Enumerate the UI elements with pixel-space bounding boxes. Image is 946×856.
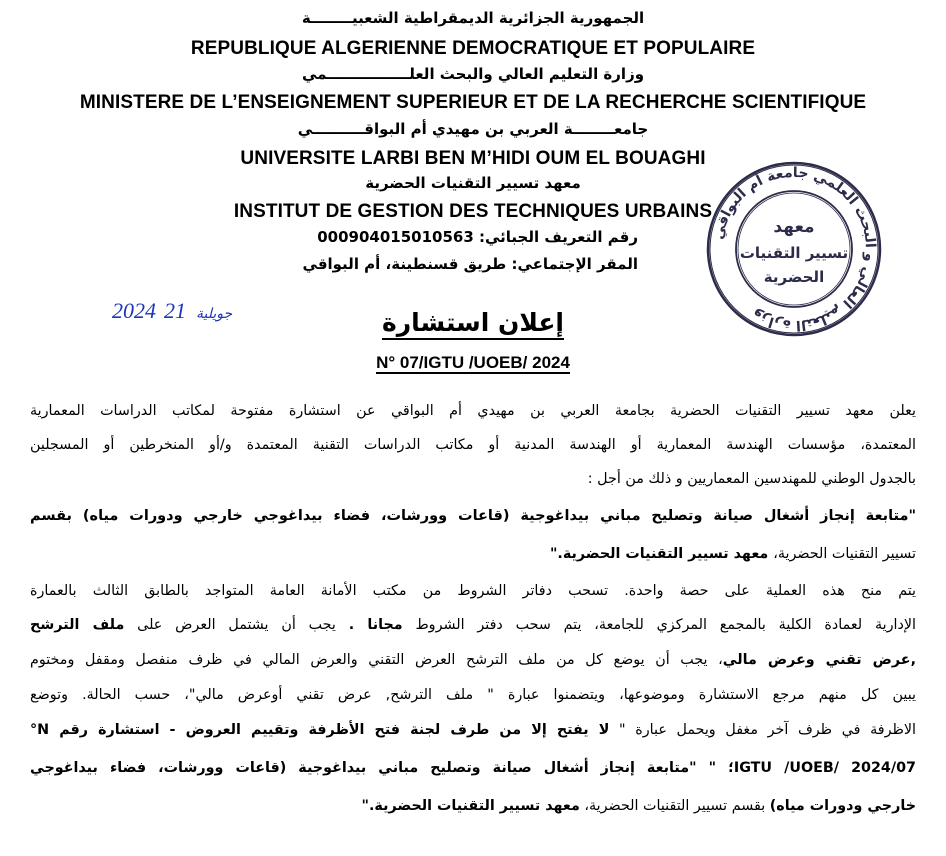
republic-french: REPUBLIQUE ALGERIENNE DEMOCRATIQUE ET POPULAIRE (190, 38, 756, 59)
paragraph-2-line-5 (30, 722, 916, 738)
paragraph-2-line-4: يبين كل منهم مرجع الاستشارة وموضوعها، ويتضمنوا عبارة " ملف الترشح, عرض تقني أوعرض مالي"، حسب الحالة. وتوضع (30, 687, 916, 703)
p2-l5-bold: لا يفتح إلا من طرف لجنة فتح الأظرفة وتقييم العروض - استشارة رقم N° (30, 722, 610, 738)
p2-l2-bold-1: مجانا . (348, 617, 403, 633)
stamp-center-line-2: تسيير التقنيات (739, 244, 849, 262)
stamp-center-line-1: معهد (773, 217, 815, 237)
date-year: 2024 (112, 298, 156, 323)
object-line-2 (30, 546, 916, 562)
institute-arabic: معهد تسيير التقنيات الحضرية (365, 174, 581, 192)
announcement-title (0, 308, 946, 337)
date-month: جويلية (196, 307, 233, 322)
p2-l7-normal: بقسم تسيير التقنيات الحضرية، (579, 798, 770, 814)
consultation-number-text: N° 07/IGTU /UOEB/ 2024 (376, 353, 570, 372)
p2-l3-bold: ,عرض تقني وعرض مالي (722, 652, 916, 668)
tax-id: رقم التعريف الجبائي: 000904015010563 (317, 228, 638, 246)
p2-l5-normal: الاظرفة في ظرف آخر مغفل ويحمل عبارة " (609, 722, 917, 738)
object-line-2-bold: معهد تسيير التقنيات الحضرية." (549, 546, 774, 562)
ministry-french: MINISTERE DE L’ENSEIGNEMENT SUPERIEUR ET DE LA RECHERCHE SCIENTIFIQUE (79, 92, 867, 113)
stamp-ring-text: وزارة التعليم العالي و البحث العلمي جامعة أم البواقي (710, 164, 879, 334)
paragraph-2-line-1: يتم منح هذه العملية على حصة واحدة. تسحب دفاتر الشروط من مكتب الأمانة العامة المتواجد بالطابق الثالث بالعمارة (30, 583, 916, 599)
p2-l7-bold-1: خارجي ودورات مياه) (769, 798, 916, 814)
headquarters-address: المقر الإجتماعي: طريق قسنطينة، أم البواقي (302, 255, 638, 273)
institute-french: INSTITUT DE GESTION DES TECHNIQUES URBAINS (233, 201, 713, 222)
object-line-2-normal: تسيير التقنيات الحضرية، (773, 546, 916, 562)
university-french: UNIVERSITE LARBI BEN M’HIDI OUM EL BOUAGHI (240, 148, 706, 169)
date-day: 21 (164, 298, 186, 323)
paragraph-1-line-3: بالجدول الوطني للمهندسين المعماريين و ذلك من أجل : (587, 471, 916, 487)
p2-l3-normal: ، يجب أن يوضع كل من ملف الترشح العرض التقني والعرض المالي في ظرف منفصل ومقفل ومختوم (30, 652, 723, 668)
paragraph-2-line-6: 07/IGTU /UOEB/ 2024؛ " "متابعة إنجاز أشغال صيانة وتصليح مباني بيداغوجية (قاعات وورشات، فضاء بيداغوجي (30, 760, 917, 776)
paragraph-1-line-1: يعلن معهد تسيير التقنيات الحضرية بجامعة العربي بن مهيدي أم البواقي عن استشارة مفتوحة لمكاتب الدراسات المعمارية (30, 403, 916, 419)
paragraph-2-line-3 (30, 652, 916, 668)
paragraph-1-line-2: المعتمدة، مؤسسات الهندسة المعمارية أو الهندسة المدنية أو مكاتب الدراسات التقنية المعتمدة و/أو المنخرطين أو المسجلين (30, 437, 916, 453)
p2-l2-bold-2: ملف الترشح (30, 617, 125, 633)
university-arabic: جامعــــــــة العربي بن مهيدي أم البواقــــــــــي (297, 120, 649, 138)
consultation-number (0, 353, 946, 373)
p2-l7-bold-2: معهد تسيير التقنيات الحضرية." (361, 798, 580, 814)
announcement-title-text: إعلان استشارة (382, 308, 564, 340)
stamp-center-line-3: الحضرية (763, 268, 825, 286)
paragraph-2-line-2 (30, 617, 916, 633)
republic-arabic: الجمهورية الجزائرية الديمقراطية الشعبيــــــــة (301, 9, 645, 27)
object-line-1: "متابعة إنجاز أشغال صيانة وتصليح مباني بيداغوجية (قاعات وورشات، فضاء بيداغوجي خارجي ودورات مياه) بقسم (30, 508, 916, 524)
p2-l2-normal-2: يجب أن يشتمل العرض على (124, 617, 349, 633)
ministry-arabic: وزارة التعليم العالي والبحث العلــــــــــــــــمي (301, 65, 645, 83)
p2-l2-normal: الإدارية لعمادة الكلية بالمجمع المركزي للجامعة، يتم سحب دفتر الشروط (402, 617, 916, 633)
paragraph-2-line-7 (30, 798, 916, 814)
